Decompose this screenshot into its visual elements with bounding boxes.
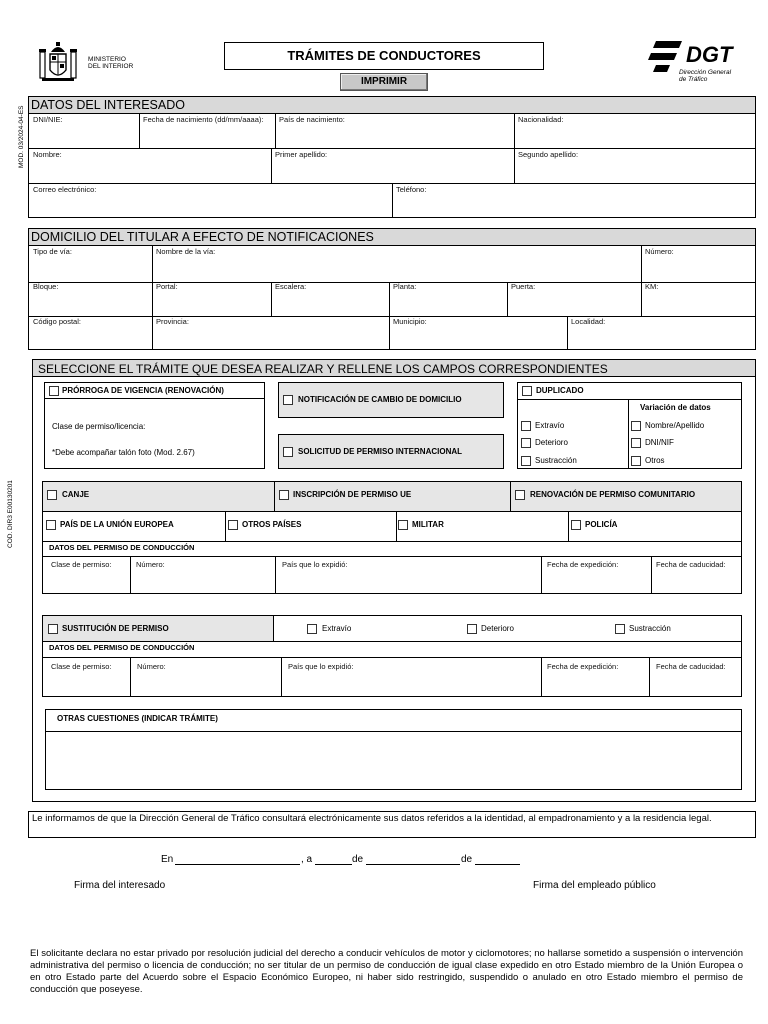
km-field[interactable]: KM: bbox=[645, 282, 659, 291]
eu-country-checkbox[interactable] bbox=[46, 520, 56, 530]
municipality-field[interactable]: Municipio: bbox=[393, 317, 427, 326]
sust-permit-data-title: DATOS DEL PERMISO DE CONDUCCIÓN bbox=[49, 643, 195, 652]
sust-issue-date-field[interactable]: Fecha de expedición: bbox=[547, 662, 619, 671]
stair-field[interactable]: Escalera: bbox=[275, 282, 307, 291]
dni-nif-checkbox[interactable] bbox=[631, 438, 641, 448]
police-label: POLICÍA bbox=[585, 520, 618, 529]
sustraccion-label: Sustracción bbox=[535, 456, 577, 465]
name-surname-checkbox[interactable] bbox=[631, 421, 641, 431]
canje-expiry-date-field[interactable]: Fecha de caducidad: bbox=[656, 560, 726, 569]
month-line[interactable] bbox=[366, 864, 460, 865]
tramite-section-title: SELECCIONE EL TRÁMITE QUE DESEA REALIZAR Y RELLENE LOS CAMPOS CORRESPONDIENTES bbox=[38, 362, 608, 376]
canje-number-field[interactable]: Número: bbox=[136, 560, 165, 569]
floor-field[interactable]: Planta: bbox=[393, 282, 417, 291]
notice-text: Le informamos de que la Dirección General de Tráfico consultará electrónicamente sus datos referidos a la identidad, al empadronamiento y a la residencia legal. bbox=[32, 813, 712, 824]
military-label: MILITAR bbox=[412, 520, 444, 529]
other-countries-label: OTROS PAÍSES bbox=[242, 520, 302, 529]
block-field[interactable]: Bloque: bbox=[33, 282, 59, 291]
extravio-label: Extravío bbox=[535, 421, 565, 430]
canje-issue-date-field[interactable]: Fecha de expedición: bbox=[547, 560, 619, 569]
sust-country-field[interactable]: País que lo expidió: bbox=[288, 662, 354, 671]
international-label: SOLICITUD DE PERMISO INTERNACIONAL bbox=[298, 447, 463, 456]
name-field[interactable]: Nombre: bbox=[33, 150, 62, 159]
ministry-name-line1: MINISTERIO bbox=[88, 56, 126, 63]
otros-checkbox[interactable] bbox=[631, 456, 641, 466]
dir3-code: COD. DIR3 E00130201 bbox=[7, 480, 14, 548]
surname2-field[interactable]: Segundo apellido: bbox=[518, 150, 579, 159]
street-number-field[interactable]: Número: bbox=[645, 247, 674, 256]
photo-note: *Debe acompañar talón foto (Mod. 2.67) bbox=[52, 448, 195, 457]
door-field[interactable]: Puerta: bbox=[511, 282, 536, 291]
year-label: de bbox=[461, 854, 473, 865]
duplicado-checkbox[interactable] bbox=[522, 386, 532, 396]
interesado-section-title: DATOS DEL INTERESADO bbox=[31, 98, 185, 112]
nationality-field[interactable]: Nacionalidad: bbox=[518, 115, 564, 124]
renovacion-checkbox[interactable] bbox=[515, 490, 525, 500]
place-label: En bbox=[161, 854, 174, 865]
declaration-text: El solicitante declara no estar privado por resolución judicial del derecho a conducir vehículos de motor y ciclomotores; no hallarse sometido a suspensión o intervención administrativa del permiso o licencia de conducción; no ser titular de un permiso de conducción de igual clase expedido en otro Estado miembro de la Unión Europea o en otro Estado parte del Acuerdo sobre el Espacio Económico Europeo, ni haber sido restringido, suspendido o anulado en otro Estado miembro el permiso de conducción que poseyese. bbox=[30, 948, 743, 995]
change-address-checkbox[interactable] bbox=[283, 395, 293, 405]
postal-code-field[interactable]: Código postal: bbox=[33, 317, 81, 326]
eu-country-label: PAÍS DE LA UNIÓN EUROPEA bbox=[60, 520, 174, 529]
canje-permit-data-title: DATOS DEL PERMISO DE CONDUCCIÓN bbox=[49, 543, 195, 552]
surname1-field[interactable]: Primer apellido: bbox=[275, 150, 328, 159]
dni-nif-label: DNI/NIF bbox=[645, 438, 674, 447]
street-name-field[interactable]: Nombre de la vía: bbox=[156, 247, 216, 256]
prorroga-checkbox[interactable] bbox=[49, 386, 59, 396]
extravio-checkbox[interactable] bbox=[521, 421, 531, 431]
sust-number-field[interactable]: Número: bbox=[137, 662, 166, 671]
sust-deterioro-checkbox[interactable] bbox=[467, 624, 477, 634]
dgt-subtitle-1: Dirección General bbox=[679, 69, 732, 76]
form-title: TRÁMITES DE CONDUCTORES bbox=[287, 48, 481, 63]
other-countries-checkbox[interactable] bbox=[228, 520, 238, 530]
dgt-logo-text: DGT bbox=[686, 42, 733, 67]
prorroga-label: PRÓRROGA DE VIGENCIA (RENOVACIÓN) bbox=[62, 386, 224, 395]
print-button-label: IMPRIMIR bbox=[360, 76, 408, 87]
domicilio-fields-box bbox=[28, 245, 756, 350]
model-code: MOD. 03/2024-04-ES bbox=[18, 105, 25, 168]
duplicado-label: DUPLICADO bbox=[536, 386, 584, 395]
sust-sustraccion-checkbox[interactable] bbox=[615, 624, 625, 634]
inscripcion-label: INSCRIPCIÓN DE PERMISO UE bbox=[293, 490, 412, 499]
locality-field[interactable]: Localidad: bbox=[571, 317, 606, 326]
birth-country-field[interactable]: País de nacimiento: bbox=[279, 115, 345, 124]
change-address-label: NOTIFICACIÓN DE CAMBIO DE DOMICILIO bbox=[298, 395, 462, 404]
otros-label: Otros bbox=[645, 456, 665, 465]
sustraccion-checkbox[interactable] bbox=[521, 456, 531, 466]
international-checkbox[interactable] bbox=[283, 447, 293, 457]
sust-deterioro-label: Deterioro bbox=[481, 624, 514, 633]
ministry-name-line2: DEL INTERIOR bbox=[88, 63, 134, 70]
permit-class-field[interactable]: Clase de permiso/licencia: bbox=[52, 422, 146, 431]
name-surname-label: Nombre/Apellido bbox=[645, 421, 705, 430]
renovacion-label: RENOVACIÓN DE PERMISO COMUNITARIO bbox=[530, 490, 696, 499]
sustitucion-label: SUSTITUCIÓN DE PERMISO bbox=[62, 624, 169, 633]
signature-employee-label: Firma del empleado público bbox=[533, 880, 656, 891]
inscripcion-checkbox[interactable] bbox=[279, 490, 289, 500]
deterioro-checkbox[interactable] bbox=[521, 438, 531, 448]
birth-date-field[interactable]: Fecha de nacimiento (dd/mm/aaaa): bbox=[143, 115, 264, 124]
day-label: , a bbox=[301, 854, 313, 865]
sust-class-field[interactable]: Clase de permiso: bbox=[51, 662, 112, 671]
portal-field[interactable]: Portal: bbox=[156, 282, 178, 291]
place-line[interactable] bbox=[175, 864, 300, 865]
coat-of-arms-icon bbox=[36, 40, 80, 84]
police-checkbox[interactable] bbox=[571, 520, 581, 530]
sustitucion-checkbox[interactable] bbox=[48, 624, 58, 634]
military-checkbox[interactable] bbox=[398, 520, 408, 530]
sust-extravio-checkbox[interactable] bbox=[307, 624, 317, 634]
phone-field[interactable]: Teléfono: bbox=[396, 185, 427, 194]
year-line[interactable] bbox=[475, 864, 520, 865]
month-label: de bbox=[352, 854, 364, 865]
sust-sustraccion-label: Sustracción bbox=[629, 624, 671, 633]
email-field[interactable]: Correo electrónico: bbox=[33, 185, 97, 194]
deterioro-label: Deterioro bbox=[535, 438, 568, 447]
sust-extravio-label: Extravío bbox=[322, 624, 352, 633]
canje-country-field[interactable]: País que lo expidió: bbox=[282, 560, 348, 569]
day-line[interactable] bbox=[315, 864, 352, 865]
signature-applicant-label: Firma del interesado bbox=[74, 880, 166, 891]
province-field[interactable]: Provincia: bbox=[156, 317, 189, 326]
domicilio-section-title: DOMICILIO DEL TITULAR A EFECTO DE NOTIFICACIONES bbox=[31, 230, 374, 244]
variation-label: Variación de datos bbox=[640, 403, 711, 412]
dni-field[interactable]: DNI/NIE: bbox=[33, 115, 63, 124]
sust-expiry-date-field[interactable]: Fecha de caducidad: bbox=[656, 662, 726, 671]
canje-class-field[interactable]: Clase de permiso: bbox=[51, 560, 112, 569]
canje-label: CANJE bbox=[62, 490, 90, 499]
canje-checkbox[interactable] bbox=[47, 490, 57, 500]
street-type-field[interactable]: Tipo de vía: bbox=[33, 247, 72, 256]
dgt-subtitle-2: de Tráfico bbox=[679, 76, 708, 83]
otras-cuestiones-label: OTRAS CUESTIONES (INDICAR TRÁMITE) bbox=[57, 714, 218, 723]
